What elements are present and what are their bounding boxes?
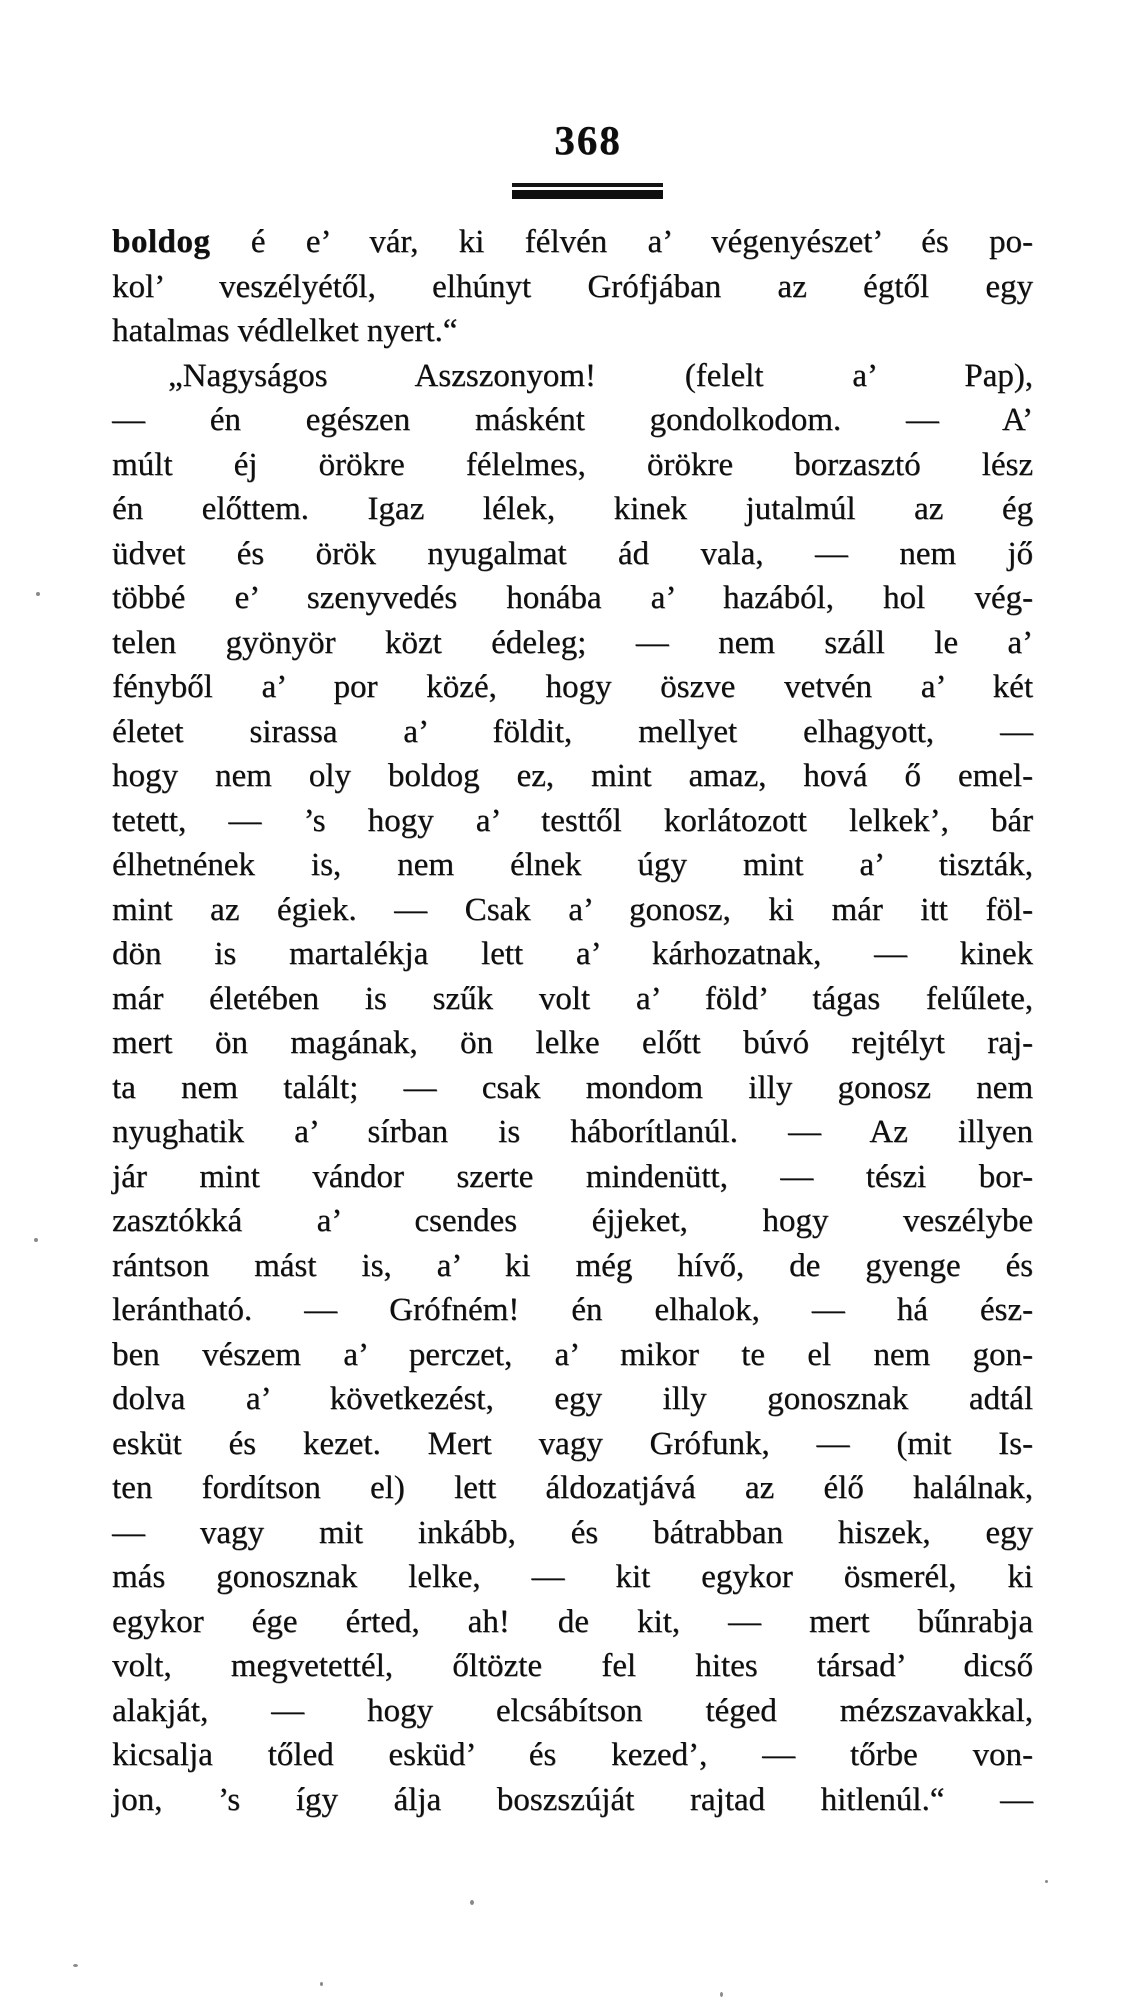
text-block <box>112 220 1033 1822</box>
scan-speck <box>36 592 40 596</box>
text-line: hogy nem oly boldog ez, mint amaz, hová ő emel- <box>112 758 1033 794</box>
text-line: más gonosznak lelke, — kit egykor ösmerél, ki <box>112 1559 1033 1595</box>
text-line: jár mint vándor szerte mindenütt, — tészi bor- <box>112 1158 1033 1195</box>
scan-speck <box>320 1982 323 1986</box>
header-double-rule <box>512 183 663 199</box>
text-line: élhetnének is, nem élnek úgy mint a’ tiszták, <box>112 847 1033 883</box>
page-number: 368 <box>554 117 622 163</box>
text-line: fényből a’ por közé, hogy öszve vetvén a’ két <box>112 669 1033 705</box>
text-line: mert ön magának, ön lelke előtt búvó rejtélyt raj- <box>112 1025 1033 1061</box>
bold-lead-word: boldog <box>112 224 211 260</box>
text-line: ta nem talált; — csak mondom illy gonosz nem <box>112 1069 1033 1106</box>
text-line: kol’ veszélyétől, elhúnyt Grófjában az égtől egy <box>112 268 1033 305</box>
text-line: „Nagyságos Aszszonyom! (felelt a’ Pap), <box>168 357 1033 394</box>
text-line: tetett, — ’s hogy a’ testtől korlátozott lelkek’, bár <box>112 802 1033 839</box>
scan-speck <box>1045 1880 1048 1883</box>
line-text: é e’ vár, ki félvén a’ végenyészet’ és po- <box>210 224 1033 260</box>
text-line: dön is martalékja lett a’ kárhozatnak, — kinek <box>112 936 1033 972</box>
text-line: életet sirassa a’ földit, mellyet elhagyott, — <box>112 713 1033 750</box>
text-line: jon, ’s így álja boszszúját rajtad hitlenúl.“ — <box>112 1781 1033 1818</box>
text-line: én előttem. Igaz lélek, kinek jutalmúl az ég <box>112 491 1033 527</box>
text-line: volt, megvetettél, őltözte fel hites társad’ dicső <box>112 1648 1033 1684</box>
text-line: kicsalja tőled esküd’ és kezed’, — tőrbe von- <box>112 1737 1033 1773</box>
text-line: múlt éj örökre félelmes, örökre borzasztó lész <box>112 446 1033 483</box>
text-line: nyughatik a’ sírban is háborítlanúl. — Az illyen <box>112 1114 1033 1150</box>
scan-speck <box>470 1900 474 1905</box>
text-line: egykor ége érted, ah! de kit, — mert bűnrabja <box>112 1603 1033 1640</box>
text-line: hatalmas védlelket nyert.“ <box>112 313 458 349</box>
text-line: esküt és kezet. Mert vagy Grófunk, — (mit Is- <box>112 1425 1033 1462</box>
text-line: — vagy mit inkább, és bátrabban hiszek, egy <box>112 1514 1033 1551</box>
text-line: többé e’ szenyvedés honába a’ hazából, hol vég- <box>112 580 1033 616</box>
scan-speck <box>34 1238 38 1242</box>
text-line: alakját, — hogy elcsábítson téged mézszavakkal, <box>112 1692 1033 1729</box>
text-line: üdvet és örök nyugalmat ád vala, — nem jő <box>112 535 1033 572</box>
scan-speck <box>73 1964 78 1967</box>
text-line: ten fordítson el) lett áldozatjává az élő halálnak, <box>112 1470 1033 1506</box>
rule-thin-line <box>512 183 663 187</box>
text-line: telen gyönyör közt édeleg; — nem száll le a’ <box>112 624 1033 661</box>
text-line: már életében is szűk volt a’ föld’ tágas felűlete, <box>112 980 1033 1017</box>
text-line: rántson mást is, a’ ki még hívő, de gyenge és <box>112 1247 1033 1284</box>
scan-speck <box>720 1992 723 1997</box>
text-line: dolva a’ következést, egy illy gonosznak adtál <box>112 1381 1033 1417</box>
text-line: ben vészem a’ perczet, a’ mikor te el nem gon- <box>112 1336 1033 1373</box>
text-line: zasztókká a’ csendes éjjeket, hogy veszélybe <box>112 1203 1033 1239</box>
rule-thick-line <box>512 190 663 199</box>
text-line: — én egészen másként gondolkodom. — A’ <box>112 402 1033 438</box>
text-line: mint az égiek. — Csak a’ gonosz, ki már itt föl- <box>112 891 1033 928</box>
text-line <box>112 220 1033 265</box>
text-line: lerántható. — Grófném! én elhalok, — há ész- <box>112 1292 1033 1328</box>
